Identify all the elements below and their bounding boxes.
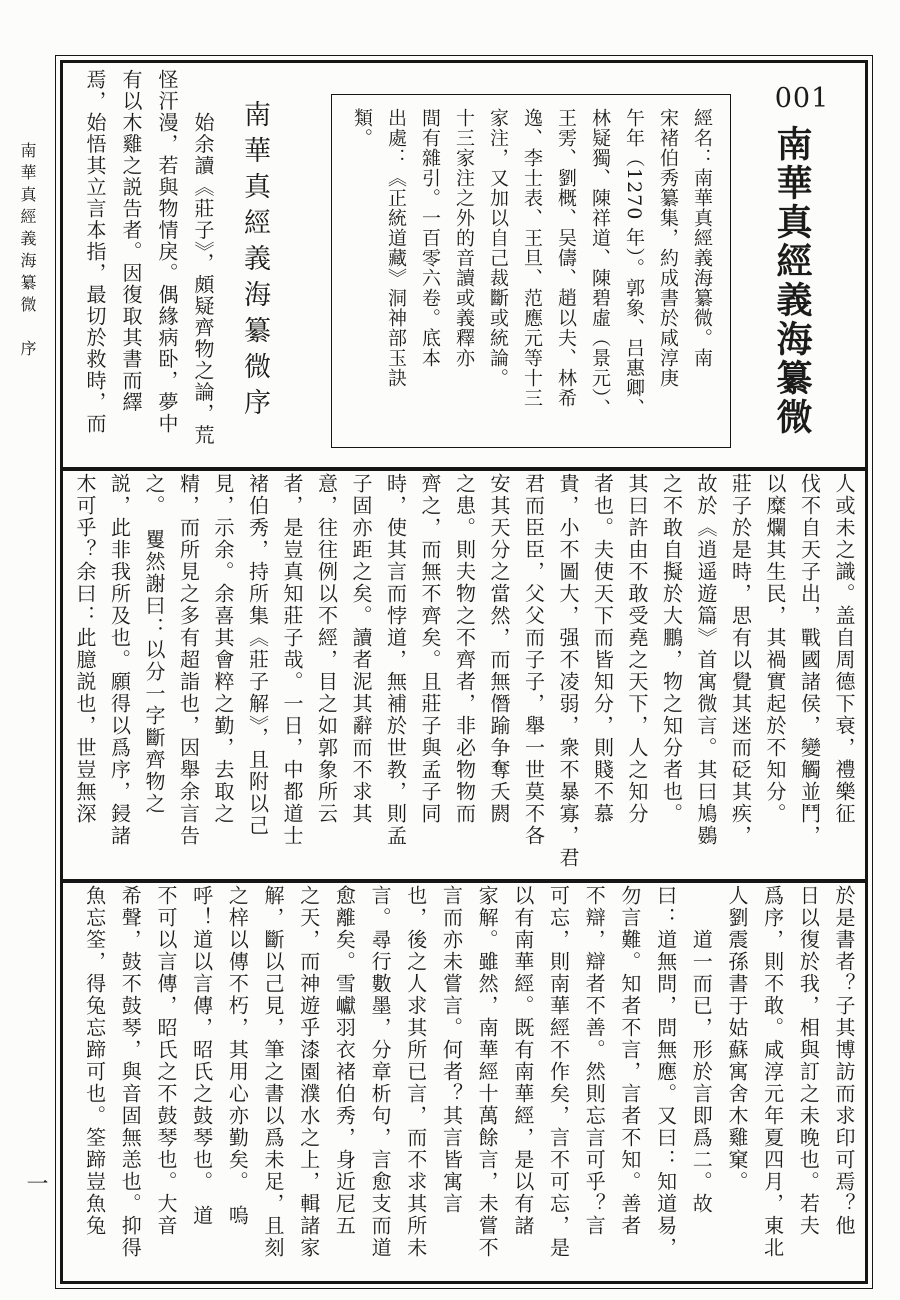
text-column: 有以木雞之説告者。因復取其書而繹 xyxy=(119,69,143,413)
text-column: 君而臣臣，父父而子子，舉一世莫不各 xyxy=(521,473,546,847)
text-column: 木可乎？余曰：此臆説也，世豈無深 xyxy=(73,473,97,825)
text-column: 不可以言傳，昭氏之不鼓琴也。大音 xyxy=(153,885,178,1237)
text-column: 爲序，則不敢。咸淳元年夏四月，東北 xyxy=(760,885,785,1259)
jingming-column: 類。 xyxy=(351,108,373,148)
text-column: 伐不自天子出，戰國諸侯，變觸並鬥， xyxy=(797,473,822,847)
band-divider xyxy=(63,467,865,471)
text-column: 解，斷以己見，筆之書以爲未足，且刻 xyxy=(261,885,285,1259)
text-column: 精，而所見之多有超詣也，因舉余言告 xyxy=(176,473,201,847)
preface-opening-band xyxy=(71,69,221,465)
text-column: 齊之，而無不齊矣。且莊子與孟子同 xyxy=(418,473,442,825)
folio-number: 一 xyxy=(23,1172,48,1194)
text-column: 家解。雖然，南華經十萬餘言，未嘗不 xyxy=(475,885,500,1259)
text-column: 者，是豈真知莊子哉。一日，中都道士 xyxy=(280,473,304,847)
outer-frame xyxy=(55,55,873,1289)
text-column: 焉，始悟其立言本指，最切於救時，而 xyxy=(83,69,107,435)
text-column: 曰：道無問，問無應。又曰：知道易， xyxy=(653,885,678,1259)
text-column: 怪汗漫，若與物情戾。偶緣病卧，夢中 xyxy=(155,69,179,435)
text-column: 也，後之人求其所已言，而不求其所未 xyxy=(403,885,428,1259)
jingming-column: 王雱、劉概、吴儔、趙以夫、林希 xyxy=(555,108,577,408)
text-column: 以有南華經。既有南華經，是以有諸 xyxy=(510,885,535,1237)
text-column: 人劉震孫書于姑蘇寓舍木雞窠。 xyxy=(724,885,749,1193)
text-column: 意，往往例以不經，目之如郭象所云 xyxy=(314,473,339,825)
preface-text-band-2 xyxy=(67,885,861,1277)
main-title: 南華真經義海纂微 xyxy=(771,125,813,437)
jingming-column: 逸、李士表、王旦、范應元等十三 xyxy=(521,108,543,408)
text-column: 於是書者？子其博訪而求印可焉？他 xyxy=(832,885,856,1237)
jingming-column: 林疑獨、陳祥道、陳碧虛（景元）、 xyxy=(589,108,611,419)
text-column: 之患。則夫物之不齊者，非必物物而 xyxy=(452,473,477,825)
top-band xyxy=(63,63,865,467)
jingming-column: 十三家注之外的音讀或義釋亦 xyxy=(453,108,475,368)
text-column: 説，此非我所及也。願得以爲序，鋟諸 xyxy=(107,473,132,847)
jingming-column: 午年（1270 年）。郭象、吕惠卿、 xyxy=(623,108,645,418)
text-column: 安其天分之當然，而無僭踰争奪夭閼 xyxy=(487,473,511,825)
text-column: 之梓以傳不朽，其用心亦勤矣。 嗚 xyxy=(225,885,250,1227)
text-column: 之。 矍然謝曰：以分一字斷齊物之 xyxy=(142,473,166,815)
text-column: 愈離矣。雪巘羽衣褚伯秀，身近尼五 xyxy=(332,885,357,1237)
text-column: 日以復於我，相與訂之未晚也。若夫 xyxy=(796,885,821,1237)
text-column: 者也。夫使天下而皆知分，則賤不慕 xyxy=(590,473,615,825)
text-column: 人或未之識。盖自周德下衰，禮樂征 xyxy=(832,473,856,825)
text-column: 子固亦距之矣。讀者泥其辭而不求其 xyxy=(349,473,373,825)
preface-heading: 南華真經義海纂微序 xyxy=(239,100,270,424)
text-column: 希聲，鼓不鼓琴，與音固無恙也。抑得 xyxy=(118,885,143,1259)
jingming-column: 出處：《正統道藏》洞神部玉訣 xyxy=(385,108,407,388)
text-column: 道一而已，形於言即爲二。故 xyxy=(689,885,714,1215)
text-column: 以糜爛其生民，其禍實起於不知分。 xyxy=(763,473,787,825)
jingming-column: 間有雜引。一百零六卷。底本 xyxy=(419,108,441,368)
text-column: 褚伯秀，持所集《莊子解》，且附以己 xyxy=(245,473,270,837)
text-column: 言而亦未嘗言。何者？其言皆寓言 xyxy=(439,885,464,1215)
jingming-column: 經名：南華真經義海纂微。南 xyxy=(691,108,713,368)
text-column: 之天，而神遊乎漆園濮水之上，輯諸家 xyxy=(296,885,321,1259)
jingming-column: 宋褚伯秀纂集，約成書於咸淳庚 xyxy=(657,108,679,388)
text-column: 時，使其言而悖道，無補於世教，則孟 xyxy=(383,473,408,847)
text-column: 其曰許由不敢受堯之天下，人之知分 xyxy=(625,473,649,825)
text-column: 故於《逍遥遊篇》首寓微言。其曰鳩鷃 xyxy=(694,473,718,847)
text-column: 貴，小不圖大，强不凌弱，衆不暴寡，君 xyxy=(556,473,580,869)
band-divider xyxy=(63,879,865,883)
text-column: 見，示余。余喜其會粹之勤，去取之 xyxy=(211,473,235,825)
text-column: 魚忘筌，得兔忘蹄可也。筌蹄豈魚兔 xyxy=(82,885,107,1237)
preface-text-band-1 xyxy=(67,473,861,875)
book-number: 001 xyxy=(774,83,830,114)
text-column: 可忘，則南華經不作矣，言不可忘，是 xyxy=(546,885,571,1259)
text-column: 言。尋行數墨，分章析句，言愈支而道 xyxy=(368,885,393,1259)
text-column: 始余讀《莊子》，頗疑齊物之論，荒 xyxy=(191,69,215,446)
scripture-name-box xyxy=(331,94,731,448)
inner-frame xyxy=(60,60,868,1284)
text-column: 不辯，辯者不善。然則忘言可乎？言 xyxy=(582,885,607,1237)
spine-title: 南華真經義海纂微 序 xyxy=(18,142,37,362)
text-column: 之不敢自擬於大鵬，物之知分者也。 xyxy=(659,473,684,825)
text-column: 莊子於是時，思有以覺其迷而砭其疾， xyxy=(728,473,753,847)
text-column: 呼！道以言傳，昭氏之鼓琴也。 道 xyxy=(189,885,214,1227)
jingming-column: 家注，又加以自己裁斷或統論。 xyxy=(487,108,509,388)
text-column: 勿言難。知者不言，言者不知。善者 xyxy=(617,885,642,1237)
